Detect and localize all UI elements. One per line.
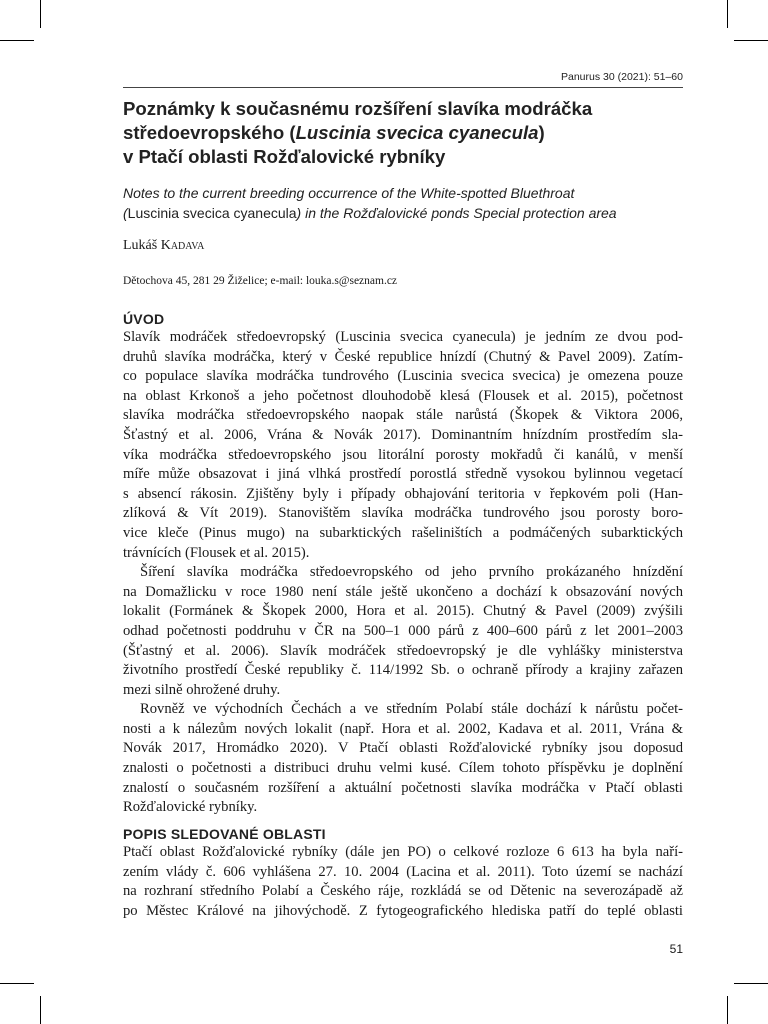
subtitle-line: (Luscinia svecica cyanecula) in the Rožďalovické ponds Special protection area bbox=[123, 205, 617, 221]
section-body-popis bbox=[123, 843, 683, 921]
subtitle-line: Notes to the current breeding occurrence of the White-spotted Bluethroat bbox=[123, 185, 575, 201]
text-line: míře může obsazovat i jiná vlhká prostředí porostlá středně vysokou bylinnou vegetací bbox=[123, 466, 683, 483]
text-line: Šíření slavíka modráčka středoevropského od jeho prvního prokázaného hnízdění bbox=[140, 564, 683, 581]
text-line: Šťastný et al. 2006, Vrána & Novák 2017). Dominantním hnízdním prostředím sla- bbox=[123, 426, 683, 443]
text-line: zením vlády č. 606 vyhlášena 27. 10. 2004 (Lacina et al. 2011). Toto území se nachází bbox=[123, 863, 683, 880]
section-heading-popis: POPIS SLEDOVANÉ OBLASTI bbox=[123, 826, 326, 842]
header-rule bbox=[123, 87, 683, 88]
text-line: (Šťastný et al. 2006). Slavík modráček středoevropský je dle vyhlášky ministerstva bbox=[123, 642, 683, 659]
text-line: na Domažlicku v roce 1980 není stále ještě ukončeno a dochází k obsazování nových bbox=[123, 583, 683, 600]
title-line: Poznámky k současnému rozšíření slavíka modráčka bbox=[123, 98, 593, 119]
journal-reference: Panurus 30 (2021): 51–60 bbox=[560, 71, 683, 83]
text-line: lokalit (Formánek & Škopek 2000, Hora et al. 2015). Chutný & Pavel (2009) zvýšili bbox=[123, 603, 683, 620]
text-line: trávnících (Flousek et al. 2015). bbox=[123, 544, 310, 561]
text-line: co populace slavíka modráčka tundrového (Luscinia svecica svecica) je omezena pouze bbox=[123, 368, 683, 385]
text-line: Novák 2017, Hromádko 2020). V Ptačí oblasti Rožďalovické rybníky jsou doposud bbox=[123, 740, 683, 757]
text-line: druhů slavíka modráčka, který v České republice hnízdí (Chutný & Pavel 2009). Zatím- bbox=[123, 348, 683, 365]
text-line: odhad početnosti poddruhu v ČR na 500–1 000 párů z 400–600 párů z let 2001–2003 bbox=[123, 622, 683, 639]
text-line: na rozhraní středního Polabí a Českého ráje, rozkládá se od Dětenic na severozápadě až bbox=[123, 883, 683, 900]
author-name: Lukáš Kadava bbox=[123, 238, 205, 253]
text-line: víka modráčka středoevropského jsou litorální porosty mokřadů či kanálů, v menší bbox=[123, 446, 683, 463]
article-title bbox=[123, 97, 683, 169]
page-number: 51 bbox=[669, 942, 683, 956]
text-line: Rožďalovické rybníky. bbox=[123, 799, 258, 816]
text-line: životního prostředí České republiky č. 114/1992 Sb. o ochraně přírody a krajiny zařazen bbox=[123, 662, 683, 679]
crop-mark bbox=[40, 996, 41, 1024]
text-line: s absencí rákosin. Zjištěny byly i případy obhajování teritoria v řepkovém poli (Han- bbox=[123, 485, 683, 502]
crop-mark bbox=[0, 983, 34, 984]
crop-mark bbox=[40, 0, 41, 28]
text-line: po Městec Králové na jihovýchodě. Z fytogeografického hlediska patří do teplé oblasti bbox=[123, 902, 683, 919]
author-address: Dětochova 45, 281 29 Žiželice; e-mail: louka.s@seznam.cz bbox=[123, 275, 398, 287]
crop-mark bbox=[0, 40, 34, 41]
text-line: znalostí o současném rozšíření a aktuální početnosti slavíka modráčka v Ptačí oblasti bbox=[123, 779, 683, 796]
article-subtitle bbox=[123, 183, 683, 223]
text-line: vice kleče (Pinus mugo) na subarktických rašeliništích a podmáčených subarktických bbox=[123, 524, 683, 541]
section-body-uvod bbox=[123, 328, 683, 818]
text-line: Slavík modráček středoevropský (Luscinia svecica cyanecula) je jedním ze dvou pod- bbox=[123, 329, 683, 345]
crop-mark bbox=[734, 40, 768, 41]
section-heading-uvod: ÚVOD bbox=[123, 311, 165, 327]
title-line: v Ptačí oblasti Rožďalovické rybníky bbox=[123, 146, 446, 167]
text-line: mezi silně ohrožené druhy. bbox=[123, 681, 281, 698]
text-line: Ptačí oblast Rožďalovické rybníky (dále jen PO) o celkové rozloze 6 613 ha byla naří- bbox=[123, 844, 683, 860]
text-line: na oblast Krkonoš a jeho početnost dlouhodobě klesá (Flousek et al. 2015), početnost bbox=[123, 387, 683, 404]
text-line: slavíka modráčka středoevropského naopak stále narůstá (Škopek & Viktora 2006, bbox=[123, 407, 683, 424]
text-line: znalosti o početnosti a distribuci druhu velmi kusé. Cílem tohoto příspěvku je doplnění bbox=[123, 760, 683, 777]
title-line: středoevropského (Luscinia svecica cyanecula) bbox=[123, 122, 545, 143]
crop-mark bbox=[727, 996, 728, 1024]
text-line: zlíková & Vít 2019). Stanovištěm slavíka modráčka tundrového jsou porosty boro- bbox=[123, 505, 683, 522]
crop-mark bbox=[727, 0, 728, 28]
crop-mark bbox=[734, 983, 768, 984]
text-line: nosti a k nálezům nových lokalit (např. Hora et al. 2002, Kadava et al. 2011, Vrána & bbox=[123, 720, 683, 737]
text-line: Rovněž ve východních Čechách a ve středním Polabí stále dochází k nárůstu počet- bbox=[140, 701, 683, 718]
